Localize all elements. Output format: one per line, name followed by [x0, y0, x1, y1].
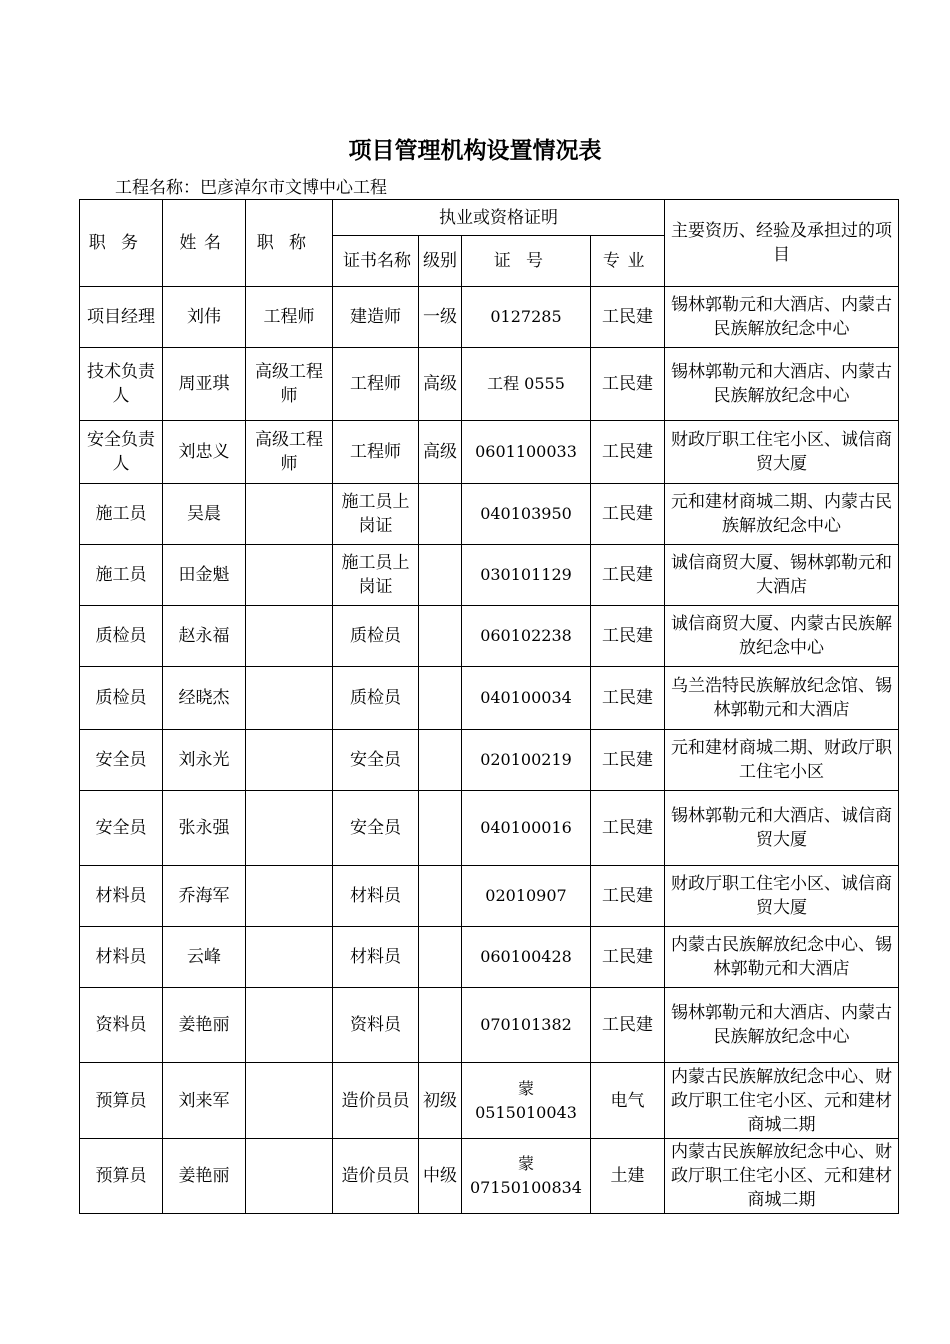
cell-specialty: 工民建 [591, 866, 665, 927]
table-row [80, 667, 899, 730]
cell-level [419, 988, 462, 1063]
cell-name: 刘来军 [163, 1063, 246, 1139]
cell-experience: 诚信商贸大厦、内蒙古民族解放纪念中心 [665, 606, 899, 667]
cell-position: 预算员 [80, 1063, 163, 1139]
cell-cert-no: 070101382 [462, 988, 591, 1063]
cell-cert-no: 030101129 [462, 545, 591, 606]
cell-cert-name: 施工员上岗证 [333, 545, 419, 606]
cell-specialty: 工民建 [591, 667, 665, 730]
cell-title [246, 730, 333, 791]
cell-cert-name: 质检员 [333, 667, 419, 730]
cell-level [419, 791, 462, 866]
header-row-top [80, 200, 899, 236]
cell-position: 施工员 [80, 545, 163, 606]
cell-title [246, 791, 333, 866]
cell-cert-name: 资料员 [333, 988, 419, 1063]
cell-cert-name: 质检员 [333, 606, 419, 667]
cell-experience: 财政厅职工住宅小区、诚信商贸大厦 [665, 421, 899, 484]
table-row [80, 730, 899, 791]
table-row [80, 287, 899, 348]
cell-name: 张永强 [163, 791, 246, 866]
cell-position: 材料员 [80, 866, 163, 927]
table-body [80, 200, 899, 1214]
cell-title [246, 988, 333, 1063]
cell-cert-name: 工程师 [333, 421, 419, 484]
header-title: 职称 [246, 200, 333, 287]
cell-cert-no: 0601100033 [462, 421, 591, 484]
page-title: 项目管理机构设置情况表 [348, 138, 602, 164]
cell-position: 质检员 [80, 606, 163, 667]
table-row [80, 545, 899, 606]
header-position: 职务 [80, 200, 163, 287]
header-cert-no: 证号 [462, 236, 591, 287]
cell-name: 经晓杰 [163, 667, 246, 730]
cell-specialty: 工民建 [591, 927, 665, 988]
header-cert-name: 证书名称 [333, 236, 419, 287]
cell-level: 一级 [419, 287, 462, 348]
cell-specialty: 土建 [591, 1139, 665, 1214]
cell-name: 周亚琪 [163, 348, 246, 421]
cell-name: 刘伟 [163, 287, 246, 348]
cell-experience: 锡林郭勒元和大酒店、内蒙古民族解放纪念中心 [665, 287, 899, 348]
cell-name: 刘永光 [163, 730, 246, 791]
cell-cert-no: 060100428 [462, 927, 591, 988]
cell-experience: 内蒙古民族解放纪念中心、财政厅职工住宅小区、元和建材商城二期 [665, 1063, 899, 1139]
table-row [80, 1139, 899, 1214]
cell-name: 吴晨 [163, 484, 246, 545]
cell-level [419, 545, 462, 606]
cell-title [246, 866, 333, 927]
cell-cert-no: 040100034 [462, 667, 591, 730]
cell-level [419, 927, 462, 988]
cell-experience: 锡林郭勒元和大酒店、诚信商贸大厦 [665, 791, 899, 866]
cell-title [246, 1139, 333, 1214]
cell-title [246, 1063, 333, 1139]
cell-cert-no: 040100016 [462, 791, 591, 866]
cell-specialty: 工民建 [591, 287, 665, 348]
table-row [80, 866, 899, 927]
cell-title [246, 545, 333, 606]
cell-cert-no: 工程 0555 [462, 348, 591, 421]
cell-name: 姜艳丽 [163, 1139, 246, 1214]
cell-cert-no: 蒙 0515010043 [462, 1063, 591, 1139]
cell-level: 中级 [419, 1139, 462, 1214]
cell-level: 高级 [419, 421, 462, 484]
cell-position: 安全负责人 [80, 421, 163, 484]
cell-cert-name: 工程师 [333, 348, 419, 421]
header-experience: 主要资历、经验及承担过的项目 [665, 200, 899, 287]
cell-title: 高级工程师 [246, 348, 333, 421]
header-name: 姓名 [163, 200, 246, 287]
header-qualification-group: 执业或资格证明 [333, 200, 665, 236]
cell-name: 赵永福 [163, 606, 246, 667]
cell-experience: 元和建材商城二期、内蒙古民族解放纪念中心 [665, 484, 899, 545]
cell-level: 初级 [419, 1063, 462, 1139]
cell-level: 高级 [419, 348, 462, 421]
table-row [80, 421, 899, 484]
cell-name: 姜艳丽 [163, 988, 246, 1063]
cell-level [419, 484, 462, 545]
header-level: 级别 [419, 236, 462, 287]
cell-name: 云峰 [163, 927, 246, 988]
cell-specialty: 工民建 [591, 606, 665, 667]
cell-cert-name: 安全员 [333, 730, 419, 791]
table-row [80, 927, 899, 988]
cell-cert-name: 建造师 [333, 287, 419, 348]
cell-experience: 元和建材商城二期、财政厅职工住宅小区 [665, 730, 899, 791]
cell-cert-name: 材料员 [333, 927, 419, 988]
cell-position: 技术负责人 [80, 348, 163, 421]
cell-experience: 财政厅职工住宅小区、诚信商贸大厦 [665, 866, 899, 927]
table-row [80, 791, 899, 866]
cell-position: 预算员 [80, 1139, 163, 1214]
cell-specialty: 工民建 [591, 730, 665, 791]
cell-experience: 乌兰浩特民族解放纪念馆、锡林郭勒元和大酒店 [665, 667, 899, 730]
cell-position: 安全员 [80, 791, 163, 866]
cell-level [419, 730, 462, 791]
org-structure-table [79, 199, 899, 1214]
cell-title [246, 927, 333, 988]
cell-cert-no: 0127285 [462, 287, 591, 348]
cell-title [246, 484, 333, 545]
cell-name: 刘忠义 [163, 421, 246, 484]
cell-position: 施工员 [80, 484, 163, 545]
cell-experience: 锡林郭勒元和大酒店、内蒙古民族解放纪念中心 [665, 348, 899, 421]
table-row [80, 1063, 899, 1139]
header-specialty: 专业 [591, 236, 665, 287]
cell-position: 质检员 [80, 667, 163, 730]
cell-specialty: 工民建 [591, 348, 665, 421]
cell-title: 高级工程师 [246, 421, 333, 484]
cell-cert-no: 060102238 [462, 606, 591, 667]
table-row [80, 988, 899, 1063]
cell-specialty: 电气 [591, 1063, 665, 1139]
cell-name: 乔海军 [163, 866, 246, 927]
cell-title: 工程师 [246, 287, 333, 348]
cell-cert-no: 蒙 07150100834 [462, 1139, 591, 1214]
cell-specialty: 工民建 [591, 484, 665, 545]
cell-position: 项目经理 [80, 287, 163, 348]
cell-level [419, 606, 462, 667]
cell-title [246, 667, 333, 730]
cell-position: 资料员 [80, 988, 163, 1063]
cell-title [246, 606, 333, 667]
cell-cert-name: 安全员 [333, 791, 419, 866]
cell-name: 田金魁 [163, 545, 246, 606]
cell-experience: 内蒙古民族解放纪念中心、财政厅职工住宅小区、元和建材商城二期 [665, 1139, 899, 1214]
cell-level [419, 866, 462, 927]
table-row [80, 606, 899, 667]
cell-cert-name: 施工员上岗证 [333, 484, 419, 545]
project-name: 工程名称：巴彦淖尔市文博中心工程 [115, 178, 387, 198]
cell-specialty: 工民建 [591, 545, 665, 606]
cell-cert-no: 02010907 [462, 866, 591, 927]
cell-cert-name: 造价员员 [333, 1063, 419, 1139]
cell-specialty: 工民建 [591, 988, 665, 1063]
table-row [80, 484, 899, 545]
cell-level [419, 667, 462, 730]
table-row [80, 348, 899, 421]
cell-specialty: 工民建 [591, 421, 665, 484]
cell-position: 材料员 [80, 927, 163, 988]
cell-cert-no: 020100219 [462, 730, 591, 791]
cell-experience: 内蒙古民族解放纪念中心、锡林郭勒元和大酒店 [665, 927, 899, 988]
cell-cert-name: 造价员员 [333, 1139, 419, 1214]
cell-experience: 锡林郭勒元和大酒店、内蒙古民族解放纪念中心 [665, 988, 899, 1063]
cell-position: 安全员 [80, 730, 163, 791]
cell-experience: 诚信商贸大厦、锡林郭勒元和大酒店 [665, 545, 899, 606]
cell-specialty: 工民建 [591, 791, 665, 866]
cell-cert-no: 040103950 [462, 484, 591, 545]
cell-cert-name: 材料员 [333, 866, 419, 927]
